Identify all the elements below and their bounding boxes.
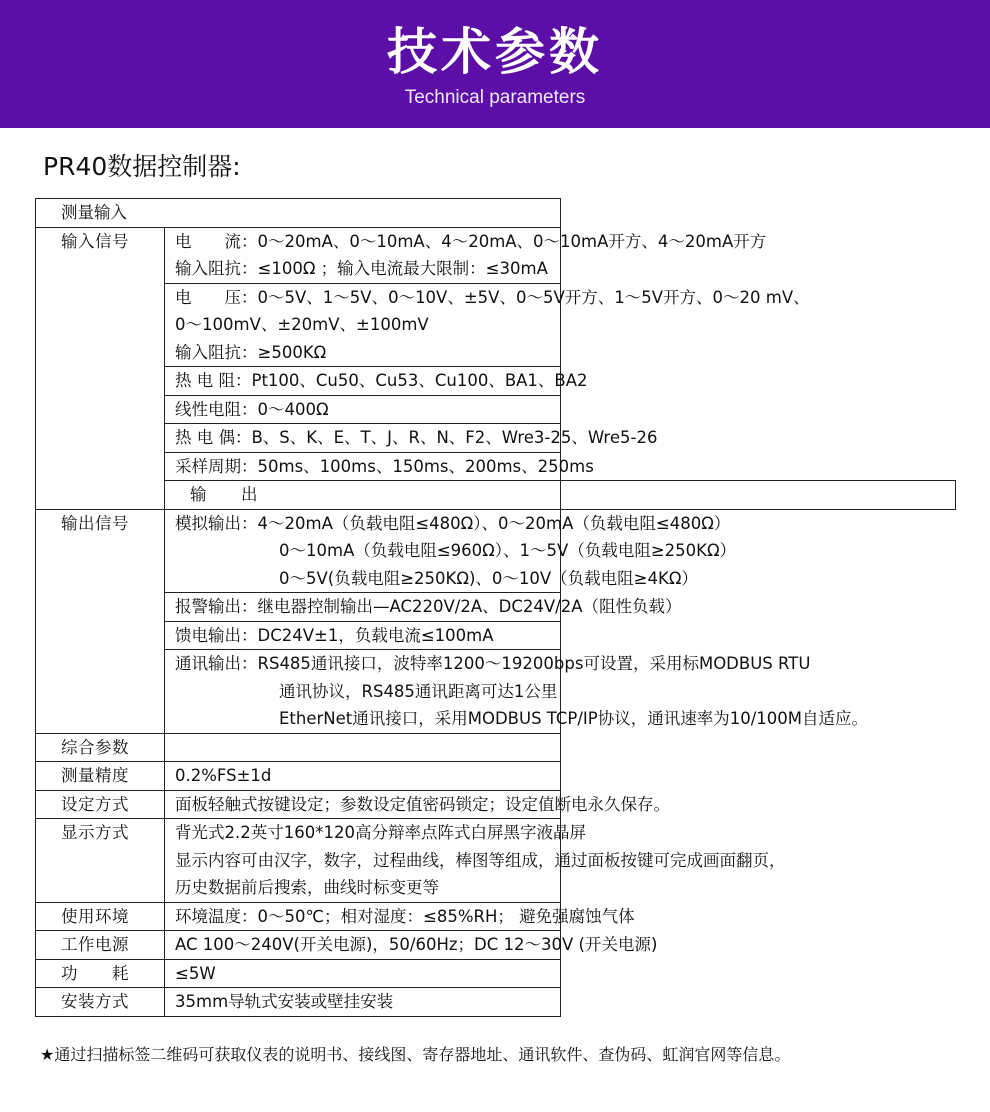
row-label: 功 耗 [36, 959, 165, 988]
table-row [36, 819, 956, 903]
table-row [36, 959, 956, 988]
table-row [36, 931, 956, 960]
feed-cell [165, 621, 561, 650]
voltage-line-cont: 0～100mV、±20mV、±100mV [175, 315, 429, 334]
row-label: 使用环境 [36, 902, 165, 931]
row-label: 显示方式 [36, 819, 165, 903]
row-value: ≤5W [175, 963, 216, 983]
table-row [36, 790, 956, 819]
row-label: 设定方式 [36, 790, 165, 819]
row-value: 背光式2.2英寸160*120高分辩率点阵式白屏黑字液晶屏 [175, 823, 586, 842]
thermocouple-cell [165, 424, 658, 453]
current-line: 电 流：0～20mA、0～10mA、4～20mA、0～10mA开方、4～20mA开方 [175, 231, 767, 251]
alarm-cell [165, 593, 682, 622]
voltage-cell [165, 283, 810, 367]
section-row [36, 733, 956, 762]
row-label-output-signal: 输出信号 [36, 509, 165, 733]
rtd-line: 热 电 阻：Pt100、Cu50、Cu53、Cu100、BA1、BA2 [175, 371, 588, 390]
comm-line-cont: EtherNet通讯接口，采用MODBUS TCP/IP协议，通讯速率为10/100M自适应。 [279, 709, 869, 728]
section-output: 输 出 [165, 481, 561, 510]
feed-line: 馈电输出：DC24V±1，负载电流≤100mA [175, 625, 494, 645]
table-row [36, 762, 956, 791]
linear-resistance-line: 线性电阻：0～400Ω [175, 399, 329, 419]
row-value: 0.2%FS±1d [175, 766, 272, 785]
table-row [36, 621, 956, 650]
comm-line-cont: 通讯协议，RS485通讯距离可达1公里 [279, 681, 558, 701]
table-row [36, 283, 956, 367]
linear-resistance-cell [165, 395, 561, 424]
analog-line-cont: 0～5V(负载电阻≥250KΩ)、0～10V（负载电阻≥4KΩ） [279, 568, 698, 588]
table-row [36, 593, 956, 622]
table-row [36, 367, 956, 396]
analog-cell [165, 509, 737, 593]
row-value: 35mm导轨式安装或壁挂安装 [175, 992, 394, 1011]
row-value: 历史数据前后搜索，曲线时标变更等 [175, 878, 439, 897]
table-row [36, 509, 956, 593]
page-subtitle: Technical parameters [404, 87, 586, 108]
table-row [36, 988, 956, 1017]
table-row [36, 650, 956, 734]
row-value: AC 100～240V(开关电源)，50/60Hz；DC 12～30V (开关电源) [175, 935, 658, 954]
row-label-input-signal: 输入信号 [36, 227, 165, 509]
row-label: 工作电源 [36, 931, 165, 960]
table-row [36, 395, 956, 424]
table-row [36, 227, 956, 283]
row-value: 显示内容可由汉字，数字，过程曲线，棒图等组成，通过面板按键可完成画面翻页， [175, 850, 786, 870]
header-banner [0, 0, 990, 128]
comm-cell [165, 650, 869, 734]
rtd-cell [165, 367, 588, 396]
page-title: 技术参数 [387, 23, 603, 81]
section-row [36, 481, 956, 510]
section-row [36, 199, 956, 228]
product-title: PR40数据控制器: [43, 152, 241, 181]
analog-line: 模拟输出：4～20mA（负载电阻≤480Ω）、0～20mA（负载电阻≤480Ω） [175, 513, 731, 533]
sampling-line: 采样周期：50ms、100ms、150ms、200ms、250ms [175, 456, 594, 476]
alarm-line: 报警输出：继电器控制输出—AC220V/2A、DC24V/2A（阻性负载） [175, 597, 682, 616]
table-row [36, 424, 956, 453]
row-value: 面板轻触式按键设定；参数设定值密码锁定；设定值断电永久保存。 [175, 794, 670, 814]
current-impedance-line: 输入阻抗：≤100Ω ；输入电流最大限制：≤30mA [175, 259, 548, 278]
section-general: 综合参数 [36, 733, 165, 762]
thermocouple-line: 热 电 偶：B、S、K、E、T、J、R、N、F2、Wre3-25、Wre5-26 [175, 428, 658, 447]
row-label: 测量精度 [36, 762, 165, 791]
voltage-line: 电 压：0～5V、1～5V、0～10V、±5V、0～5V开方、1～5V开方、0～20 mV、 [175, 287, 810, 307]
footer-note: ★通过扫描标签二维码可获取仪表的说明书、接线图、寄存器地址、通讯软件、查伪码、虹润官网等信息。 [40, 1045, 791, 1064]
row-label: 安装方式 [36, 988, 165, 1017]
row-value: 环境温度：0～50℃；相对湿度：≤85%RH； 避免强腐蚀气体 [175, 906, 635, 926]
table-row [36, 902, 956, 931]
current-cell [165, 227, 767, 283]
sampling-cell [165, 452, 594, 481]
comm-line: 通讯输出：RS485通讯接口，波特率1200～19200bps可设置，采用标MODBUS RTU [175, 654, 811, 673]
voltage-impedance-line: 输入阻抗：≥500KΩ [175, 342, 327, 362]
section-measure-input: 测量输入 [36, 199, 561, 228]
analog-line-cont: 0～10mA（负载电阻≤960Ω）、1～5V（负载电阻≥250KΩ） [279, 541, 737, 560]
table-row [36, 452, 956, 481]
spec-table [35, 198, 956, 1017]
